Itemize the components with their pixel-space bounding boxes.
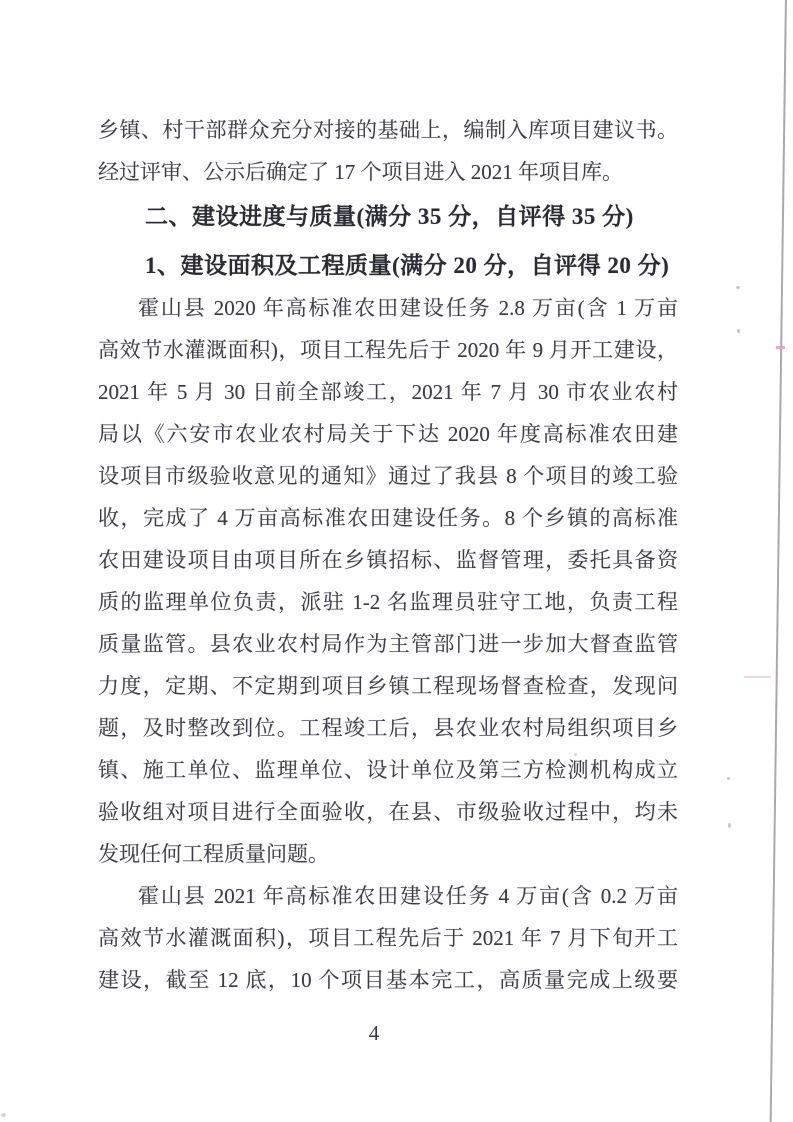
text-line: 2021 年 5 月 30 日前全部竣工，2021 年 7 月 30 市农业农村	[98, 380, 678, 404]
document-body	[98, 109, 678, 1001]
pink-scan-mark	[776, 346, 785, 349]
scan-speck	[727, 777, 730, 780]
text-line: 经过评审、公示后确定了 17 个项目进入 2021 年项目库。	[98, 160, 623, 184]
scan-edge-line	[769, 0, 787, 1122]
text-line: 力度，定期、不定期到项目乡镇工程现场督查检查，发现问	[98, 674, 678, 698]
text-line: 发现任何工程质量问题。	[98, 842, 329, 866]
heading-line: 1、建设面积及工程质量(满分 20 分，自评得 20 分)	[145, 253, 670, 278]
heading-line: 二、建设进度与质量(满分 35 分，自评得 35 分)	[145, 204, 634, 229]
text-line: 霍山县 2021 年高标准农田建设任务 4 万亩(含 0.2 万亩	[138, 884, 678, 908]
text-line: 设项目市级验收意见的通知》通过了我县 8 个项目的竣工验	[98, 464, 678, 488]
text-line: 农田建设项目由项目所在乡镇招标、监督管理，委托具备资	[98, 548, 678, 572]
text-line: 高效节水灌溉面积)，项目工程先后于 2021 年 7 月下旬开工	[98, 926, 678, 950]
text-line: 局以《六安市农业农村局关于下达 2020 年度高标准农田建	[98, 422, 678, 446]
scan-speck	[728, 823, 731, 828]
pink-scan-mark	[744, 676, 771, 678]
scan-speck	[737, 329, 740, 333]
scan-speck	[736, 286, 740, 289]
page-number: 4	[368, 1021, 380, 1045]
scan-speck	[1, 1113, 6, 1117]
text-line: 建设，截至 12 底，10 个项目基本完工，高质量完成上级要	[98, 968, 678, 992]
text-line: 题，及时整改到位。工程竣工后，县农业农村局组织项目乡	[98, 716, 678, 740]
text-line: 霍山县 2020 年高标准农田建设任务 2.8 万亩(含 1 万亩	[138, 296, 678, 320]
text-line: 验收组对项目进行全面验收，在县、市级验收过程中，均未	[98, 800, 678, 824]
text-line: 质的监理单位负责，派驻 1-2 名监理员驻守工地，负责工程	[98, 590, 678, 614]
text-line: 质量监管。县农业农村局作为主管部门进一步加大督查监管	[98, 632, 678, 656]
scan-speck	[574, 753, 577, 756]
text-line: 乡镇、村干部群众充分对接的基础上，编制入库项目建议书。	[98, 118, 678, 142]
text-line: 收，完成了 4 万亩高标准农田建设任务。8 个乡镇的高标准	[98, 506, 678, 530]
text-line: 镇、施工单位、监理单位、设计单位及第三方检测机构成立	[98, 758, 678, 782]
text-line: 高效节水灌溉面积)，项目工程先后于 2020 年 9 月开工建设，	[98, 338, 678, 362]
